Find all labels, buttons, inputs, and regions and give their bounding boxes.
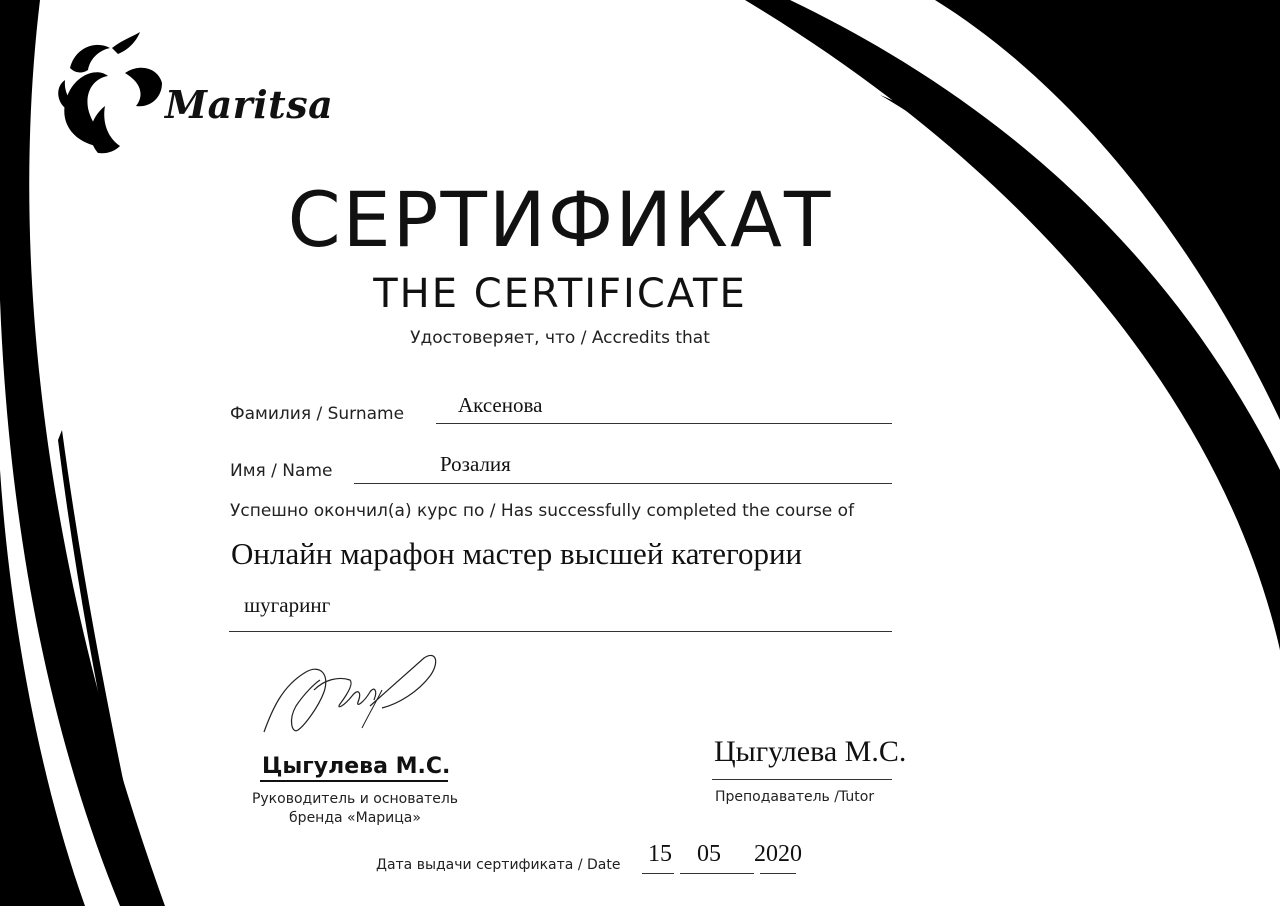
tutor-name-underline <box>712 779 892 780</box>
date-month: 05 <box>697 841 721 867</box>
date-month-underline <box>680 873 754 874</box>
handwritten-signature <box>258 650 448 740</box>
course-title-line1: Онлайн марафон мастер высшей категории <box>231 536 803 571</box>
brand-logo-text: Maritsa <box>165 82 334 127</box>
founder-name: Цыгулева М.С. <box>262 754 451 779</box>
tutor-name: Цыгулева М.С. <box>714 735 907 768</box>
course-title-line2: шугаринг <box>244 593 331 617</box>
certificate-title-en: THE CERTIFICATE <box>373 271 747 317</box>
course-label: Успешно окончил(а) курс по / Has successfully completed the course of <box>230 501 855 521</box>
surname-underline <box>436 423 892 424</box>
tutor-role: Преподаватель /Tutor <box>715 789 875 805</box>
founder-role-line2: бренда «Марица» <box>289 809 421 826</box>
name-underline <box>354 483 892 484</box>
name-value: Розалия <box>440 452 511 476</box>
founder-role <box>230 790 480 828</box>
founder-role-line1: Руководитель и основатель <box>251 791 459 807</box>
certificate-title-ru: СЕРТИФИКАТ <box>287 175 833 264</box>
date-day: 15 <box>648 841 672 867</box>
date-year-underline <box>760 873 796 874</box>
date-year: 2020 <box>754 841 802 867</box>
course-underline <box>229 631 892 632</box>
accredits-line: Удостоверяет, что / Accredits that <box>410 328 710 348</box>
name-label: Имя / Name <box>230 461 333 481</box>
surname-value: Аксенова <box>458 393 543 417</box>
founder-name-underline <box>260 780 448 782</box>
surname-label: Фамилия / Surname <box>230 404 405 424</box>
bird-logo-icon <box>50 28 170 163</box>
date-day-underline <box>642 873 674 874</box>
date-label: Дата выдачи сертификата / Date <box>376 857 621 873</box>
